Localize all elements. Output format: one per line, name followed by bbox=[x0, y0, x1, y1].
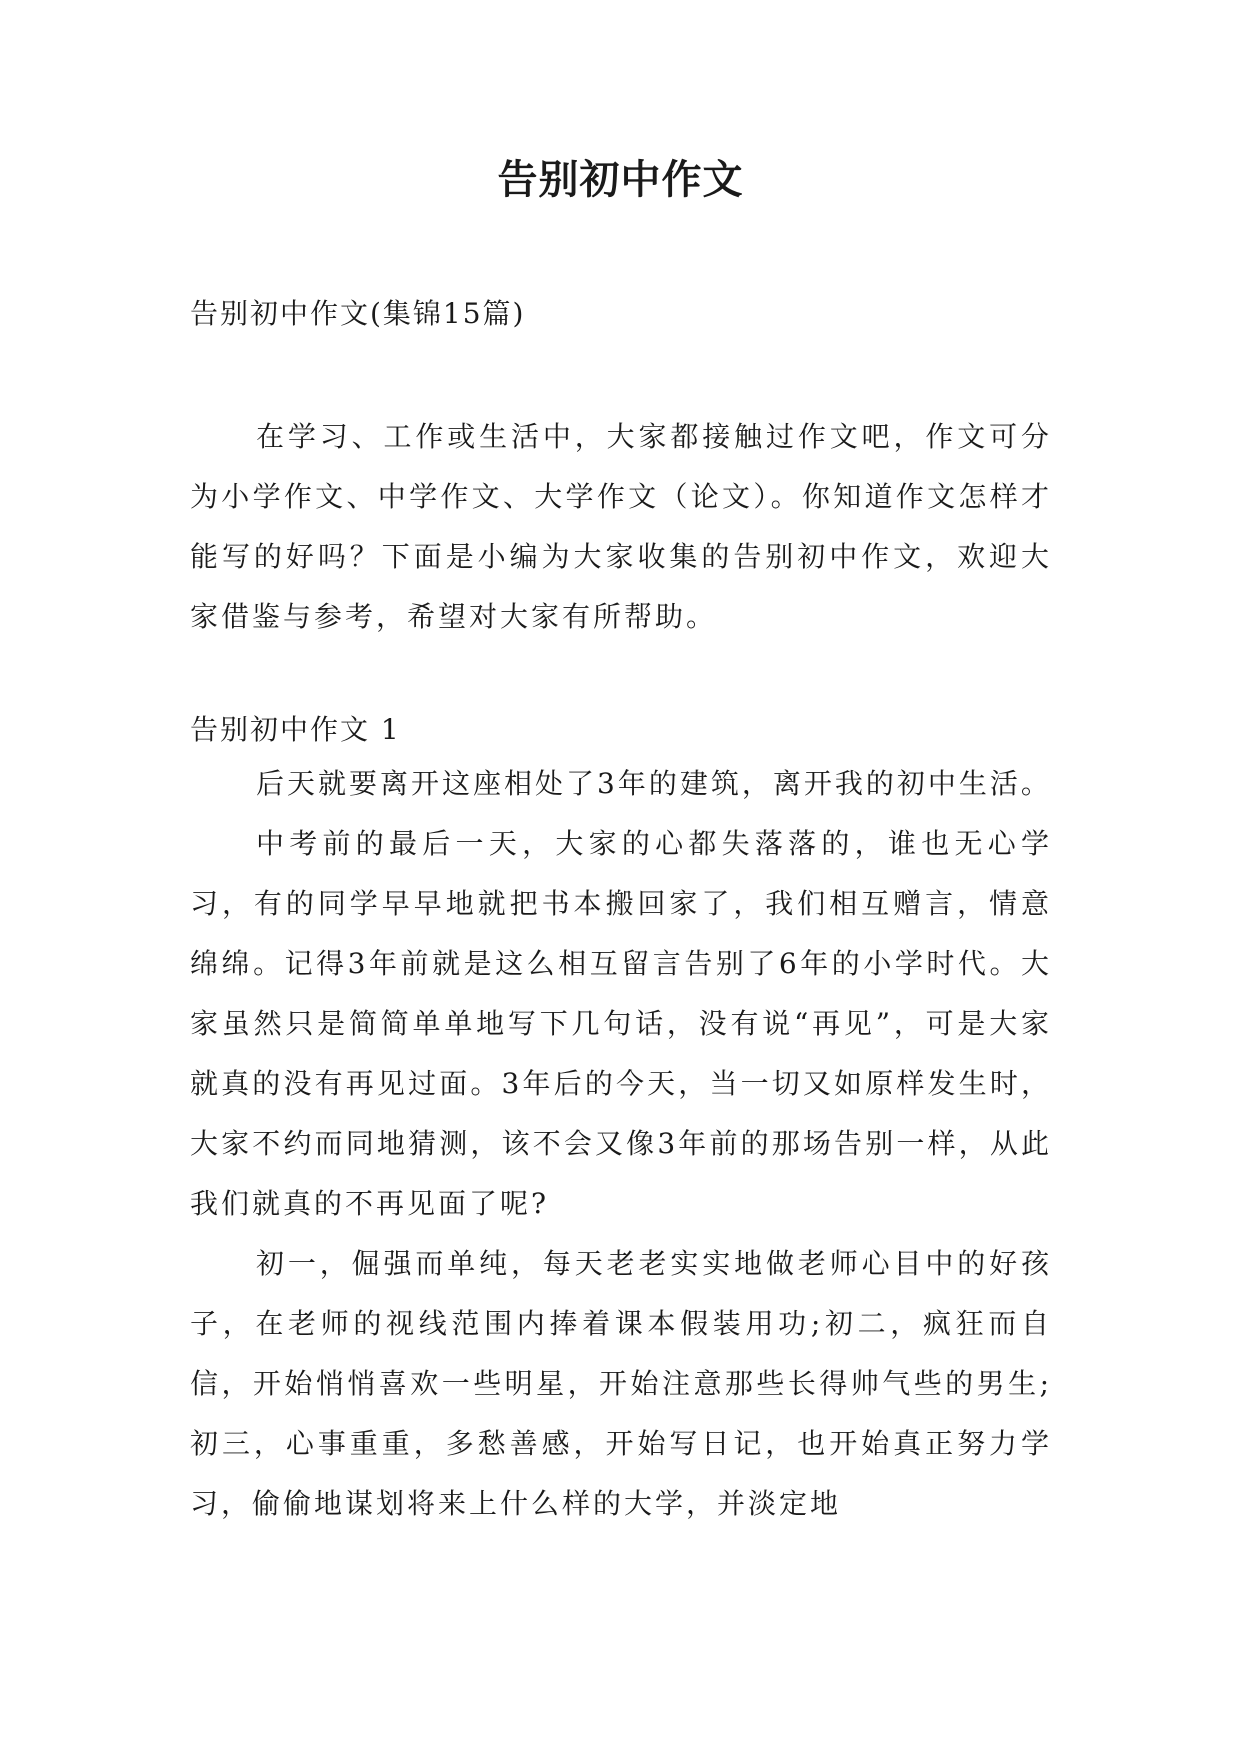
intro-paragraph: 在学习、工作或生活中，大家都接触过作文吧，作文可分为小学作文、中学作文、大学作文（论文）。你知道作文怎样才能写的好吗？下面是小编为大家收集的告别初中作文，欢迎大家借鉴与参考，希望对大家有所帮助。 bbox=[190, 420, 1052, 633]
essay-body bbox=[190, 754, 1052, 1534]
body-paragraph: 中考前的最后一天，大家的心都失落落的，谁也无心学习，有的同学早早地就把书本搬回家了，我们相互赠言，情意绵绵。记得3年前就是这么相互留言告别了6年的小学时代。大家虽然只是简简单单地写下几句话，没有说“再见”，可是大家就真的没有再见过面。3年后的今天，当一切又如原样发生时，大家不约而同地猜测，该不会又像3年前的那场告别一样，从此我们就真的不再见面了呢? bbox=[190, 827, 1052, 1220]
body-paragraph: 初一，倔强而单纯，每天老老实实地做老师心目中的好孩子，在老师的视线范围内捧着课本假装用功;初二，疯狂而自信，开始悄悄喜欢一些明星，开始注意那些长得帅气些的男生;初三，心事重重，多愁善感，开始写日记，也开始真正努力学习，偷偷地谋划将来上什么样的大学，并淡定地 bbox=[190, 1247, 1052, 1520]
document-subtitle: 告别初中作文(集锦15篇) bbox=[190, 297, 526, 330]
intro-section bbox=[190, 407, 1052, 647]
section-heading: 告别初中作文 1 bbox=[190, 713, 401, 746]
body-paragraph: 后天就要离开这座相处了3年的建筑，离开我的初中生活。 bbox=[256, 767, 1052, 800]
document-title: 告别初中作文 bbox=[497, 156, 744, 203]
